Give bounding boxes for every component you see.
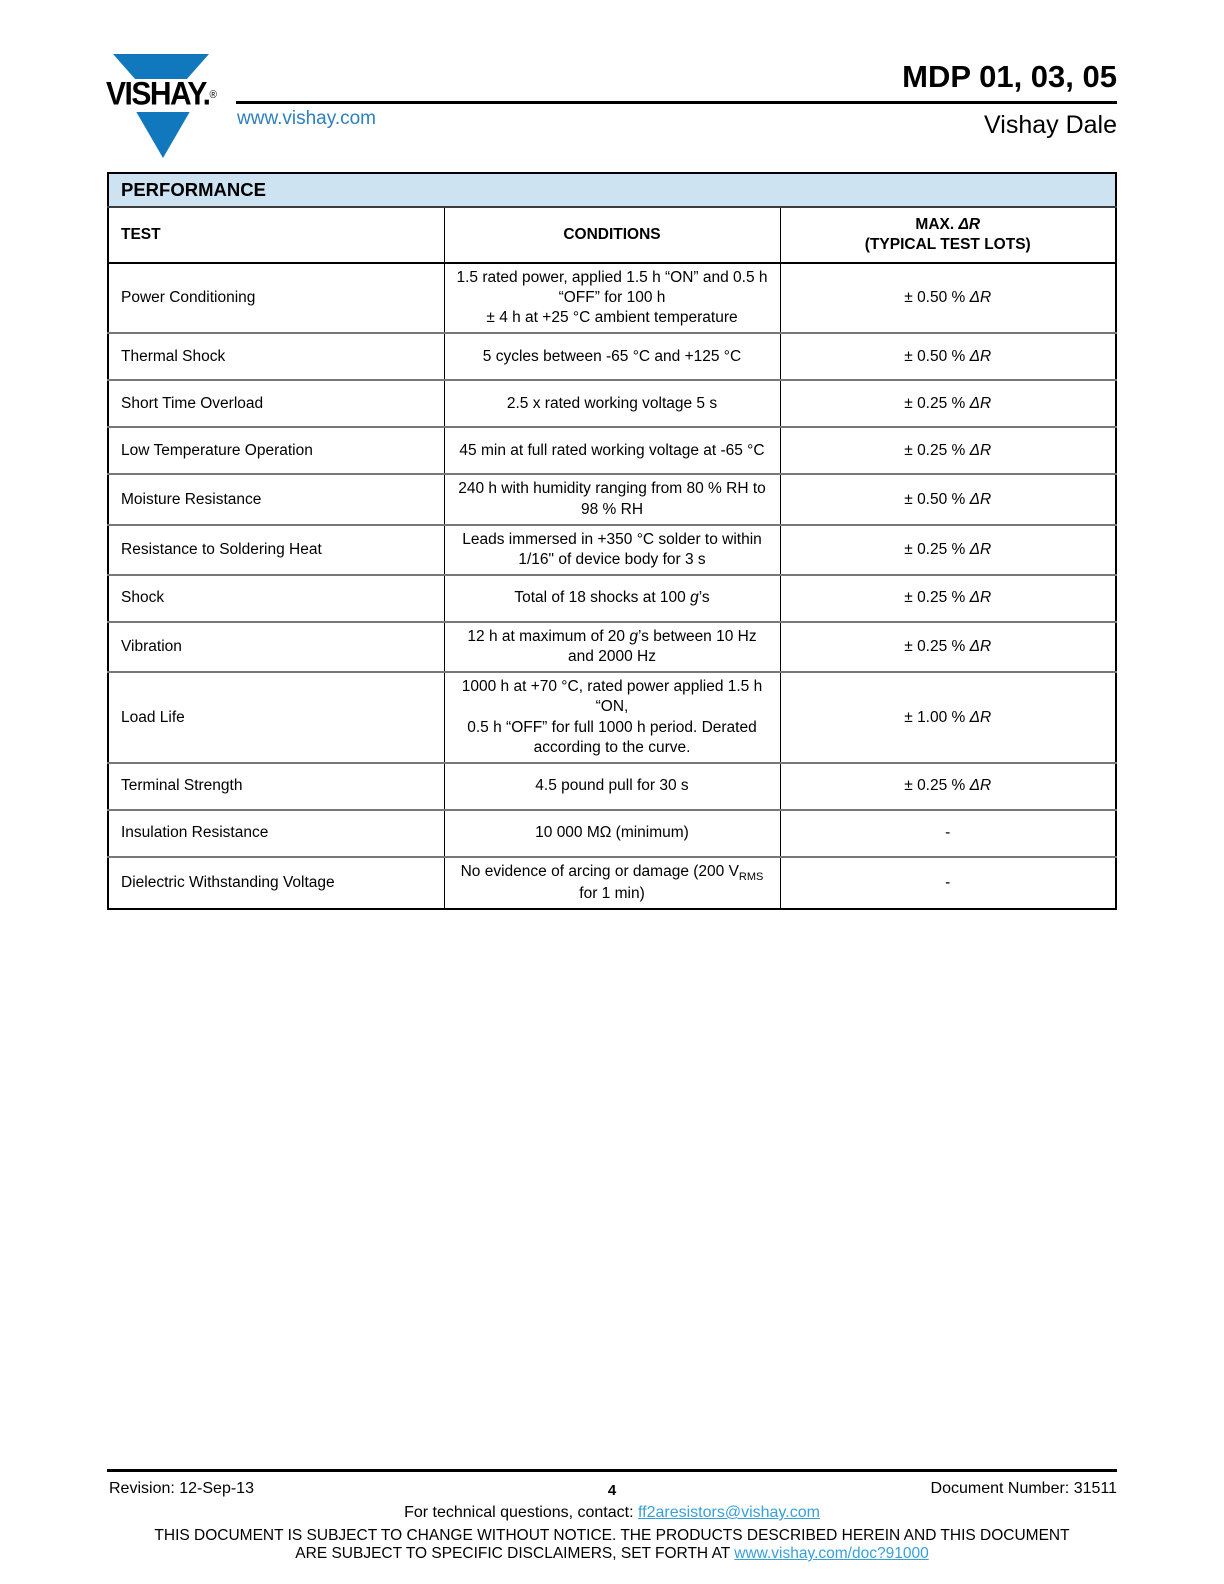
test-cell: Power Conditioning <box>108 263 444 333</box>
disclaimer-text: ARE SUBJECT TO SPECIFIC DISCLAIMERS, SET FORTH AT <box>295 1545 735 1562</box>
page-title: MDP 01, 03, 05 <box>902 59 1117 94</box>
vishay-site-link[interactable]: www.vishay.com <box>237 108 377 129</box>
test-cell: Terminal Strength <box>108 763 444 810</box>
col-header-max-line1: MAX. ΔR <box>915 215 981 233</box>
vishay-logo-triangle-bottom <box>132 112 194 158</box>
max-delta-r-cell: ± 0.25 % ΔR <box>780 427 1116 474</box>
contact-text: For technical questions, contact: <box>404 1504 638 1521</box>
contact-email-link[interactable]: ff2aresistors@vishay.com <box>637 1504 820 1521</box>
table-row <box>108 763 1116 810</box>
max-delta-r-cell: ± 0.25 % ΔR <box>780 622 1116 672</box>
conditions-cell: No evidence of arcing or damage (200 $V_{RMS}$ for 1 min) <box>444 857 780 910</box>
test-cell: Vibration <box>108 622 444 672</box>
test-cell: Moisture Resistance <box>108 474 444 524</box>
table-row <box>108 474 1116 524</box>
max-delta-r-cell: ± 1.00 % ΔR <box>780 672 1116 763</box>
max-delta-r-cell: - <box>780 810 1116 857</box>
table-row <box>108 810 1116 857</box>
footer-rule <box>107 1469 1117 1472</box>
test-cell: Thermal Shock <box>108 333 444 380</box>
registered-mark: ® <box>209 89 217 102</box>
table-row <box>108 263 1116 333</box>
table-row <box>108 672 1116 763</box>
max-delta-r-cell: ± 0.25 % ΔR <box>780 575 1116 622</box>
performance-table-body <box>108 263 1116 909</box>
vishay-logo-icon <box>106 54 226 158</box>
vishay-logo-wordmark <box>106 76 226 113</box>
table-header-row <box>108 207 1116 263</box>
test-cell: Load Life <box>108 672 444 763</box>
brand-subtitle: Vishay Dale <box>984 111 1117 139</box>
page-number: 4 <box>607 1482 617 1499</box>
test-cell: Insulation Resistance <box>108 810 444 857</box>
conditions-cell: 1.5 rated power, applied 1.5 h “ON” and 0.5 h “OFF” for 100 h ± 4 h at +25 °C ambient temperature <box>444 263 780 333</box>
conditions-cell: 240 h with humidity ranging from 80 % RH to 98 % RH <box>444 474 780 524</box>
table-row <box>108 525 1116 575</box>
test-cell: Resistance to Soldering Heat <box>108 525 444 575</box>
max-delta-r-cell: ± 0.50 % ΔR <box>780 474 1116 524</box>
vishay-logo-text: VISHAY. <box>106 76 210 113</box>
conditions-cell: 5 cycles between -65 °C and +125 °C <box>444 333 780 380</box>
col-header-max <box>780 207 1116 263</box>
table-row <box>108 575 1116 622</box>
conditions-cell: Leads immersed in +350 °C solder to within 1/16" of device body for 3 s <box>444 525 780 575</box>
conditions-cell: 2.5 x rated working voltage 5 s <box>444 380 780 427</box>
section-title: PERFORMANCE <box>108 173 1116 207</box>
max-delta-r-cell: ± 0.25 % ΔR <box>780 763 1116 810</box>
header-rule <box>236 101 1117 104</box>
col-header-test: TEST <box>108 207 444 263</box>
footer-revision: Revision: 12-Sep-13 <box>109 1480 254 1497</box>
vishay-logo-triangle-top <box>113 54 209 79</box>
test-cell: Dielectric Withstanding Voltage <box>108 857 444 910</box>
table-row <box>108 333 1116 380</box>
performance-table <box>107 172 1117 910</box>
conditions-cell: 12 h at maximum of 20 g’s between 10 Hz and 2000 Hz <box>444 622 780 672</box>
col-header-conditions: CONDITIONS <box>444 207 780 263</box>
conditions-cell: 10 000 MΩ (minimum) <box>444 810 780 857</box>
max-delta-r-cell: - <box>780 857 1116 910</box>
conditions-cell: Total of 18 shocks at 100 g’s <box>444 575 780 622</box>
table-row <box>108 380 1116 427</box>
max-delta-r-cell: ± 0.50 % ΔR <box>780 263 1116 333</box>
table-row <box>108 622 1116 672</box>
col-header-max-line2: (TYPICAL TEST LOTS) <box>864 236 1031 254</box>
conditions-cell: 4.5 pound pull for 30 s <box>444 763 780 810</box>
footer-contact-line <box>0 1504 1224 1522</box>
max-delta-r-cell: ± 0.25 % ΔR <box>780 380 1116 427</box>
footer-document-number: Document Number: 31511 <box>930 1480 1117 1497</box>
disclaimer-line1: THIS DOCUMENT IS SUBJECT TO CHANGE WITHOUT NOTICE. THE PRODUCTS DESCRIBED HEREIN AND THIS DOCUMENT <box>154 1527 1070 1544</box>
max-delta-r-cell: ± 0.25 % ΔR <box>780 525 1116 575</box>
conditions-cell: 45 min at full rated working voltage at -65 °C <box>444 427 780 474</box>
max-delta-r-cell: ± 0.50 % ΔR <box>780 333 1116 380</box>
table-row <box>108 857 1116 910</box>
section-header-row <box>108 173 1116 207</box>
table-row <box>108 427 1116 474</box>
conditions-cell: 1000 h at +70 °C, rated power applied 1.5 h “ON, 0.5 h “OFF” for full 1000 h period. Derated according to the curve. <box>444 672 780 763</box>
test-cell: Short Time Overload <box>108 380 444 427</box>
test-cell: Low Temperature Operation <box>108 427 444 474</box>
disclaimer-doc-link[interactable]: www.vishay.com/doc?91000 <box>734 1545 929 1562</box>
disclaimer-line2 <box>0 1545 1224 1563</box>
test-cell: Shock <box>108 575 444 622</box>
